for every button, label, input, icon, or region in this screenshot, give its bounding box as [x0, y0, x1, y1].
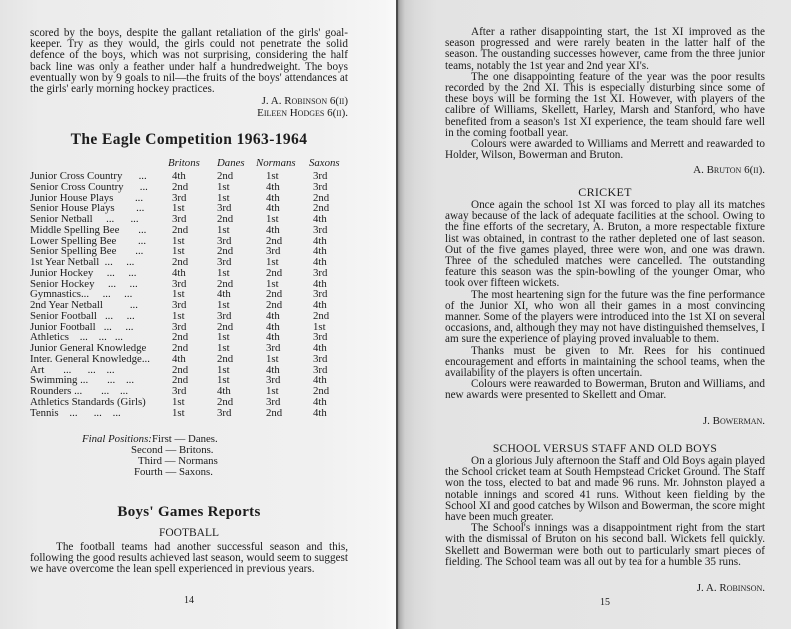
result-saxons: 4th — [313, 342, 327, 354]
result-normans: 3rd — [266, 342, 281, 354]
result-normans: 3rd — [266, 395, 281, 408]
result-danes: 4th — [217, 385, 231, 397]
result-britons: 3rd — [172, 299, 187, 311]
football-paragraph-3: Colours were awarded to Williams and Merrett and reawarded to Holder, Wilson, Bowerman and Bruton. — [445, 138, 765, 162]
signature-robinson: J. A. Robinson 6(ii) — [261, 95, 348, 108]
result-normans: 3rd — [266, 374, 281, 387]
result-danes: 1st — [217, 374, 230, 387]
event-name: Middle Spelling Bee ... — [30, 223, 147, 236]
result-saxons: 4th — [313, 406, 327, 419]
cricket-paragraph-4: Colours were reawarded to Bowerman, Bruton and Williams, and new awards were presented to Skellett and Omar. — [445, 378, 765, 402]
book-gutter — [396, 0, 398, 629]
signature-hodges: Eileen Hodges 6(ii). — [257, 106, 348, 119]
final-position-third: Third — Normans — [138, 455, 218, 467]
result-danes: 1st — [217, 363, 230, 376]
result-normans: 1st — [266, 385, 279, 397]
result-britons: 2nd — [172, 331, 189, 344]
event-name: Junior Cross Country ... — [30, 170, 147, 182]
staff-match-paragraph-2: The School's innings was a disappointment right from the start with the dismissal of Bruton on his second ball. Wickets fell quickly. Skellett and Bowerman were both out to particularly smart pieces of fielding. The School team was all out by tea for a humble 35 runs. — [445, 522, 765, 568]
football-paragraph: The football teams had another successful season and this, following the good results achieved last season, would seem to suggest we have overcome the lean spell experienced in previous years. — [30, 541, 348, 576]
result-britons: 2nd — [172, 223, 189, 236]
result-normans: 2nd — [266, 299, 283, 311]
result-normans: 1st — [266, 170, 279, 182]
house-name: Britons. — [179, 444, 214, 456]
result-britons: 3rd — [172, 385, 187, 397]
result-danes: 2nd — [217, 245, 234, 258]
staff-match-report — [445, 456, 765, 568]
result-saxons: 1st — [313, 320, 326, 333]
result-saxons: 4th — [313, 374, 327, 387]
result-britons: 3rd — [172, 213, 187, 225]
result-normans: 2nd — [266, 288, 283, 301]
result-normans: 1st — [266, 352, 279, 365]
place-label: First — [152, 433, 172, 445]
result-britons: 1st — [172, 288, 185, 301]
result-britons: 2nd — [172, 256, 189, 268]
column-header-saxons: Saxons — [309, 157, 340, 169]
cricket-paragraph-3: Thanks must be given to Mr. Rees for his continued encouragement and efforts in maintaining the school teams, when the availability of the players is often uncertain. — [445, 344, 765, 380]
signature-bruton: A. Bruton 6(ii). — [693, 164, 765, 176]
result-britons: 4th — [172, 352, 186, 365]
result-saxons: 4th — [313, 234, 327, 247]
event-name: Lower Spelling Bee ... — [30, 234, 147, 247]
house-name: Normans — [178, 455, 218, 467]
event-name: 2nd Year Netball ... — [30, 299, 138, 311]
result-danes: 1st — [217, 180, 230, 193]
event-name: Senior Cross Country ... — [30, 180, 148, 193]
result-danes: 2nd — [217, 170, 234, 182]
result-danes: 1st — [217, 223, 230, 236]
result-danes: 3rd — [217, 202, 232, 215]
football-paragraph-1: After a rather disappointing start, the 1st XI improved as the season progressed and were rarely beaten in the latter half of the season. The oustanding successes however, came from the three junior teams, notably the 1st year and 2nd year XI's. — [445, 26, 765, 72]
result-danes: 2nd — [217, 320, 234, 333]
result-saxons: 3rd — [313, 170, 328, 182]
result-normans: 1st — [266, 256, 279, 268]
result-saxons: 3rd — [313, 331, 328, 344]
result-saxons: 3rd — [313, 288, 328, 301]
column-header-britons: Britons — [168, 157, 200, 169]
result-saxons: 4th — [313, 245, 327, 258]
result-danes: 3rd — [217, 256, 232, 268]
column-header-normans: Normans — [256, 157, 296, 169]
result-normans: 4th — [266, 191, 280, 204]
result-saxons: 2nd — [313, 309, 330, 322]
event-name: Junior Football ... ... — [30, 320, 134, 333]
event-name: Athletics Standards (Girls) — [30, 395, 146, 408]
result-saxons: 3rd — [313, 223, 328, 236]
result-danes: 1st — [217, 299, 230, 311]
house-name: Danes. — [188, 433, 218, 445]
event-name: 1st Year Netball ... ... — [30, 256, 135, 268]
result-saxons: 4th — [313, 299, 327, 311]
result-britons: 1st — [172, 395, 185, 408]
result-normans: 2nd — [266, 234, 283, 247]
football-heading: FOOTBALL — [158, 527, 220, 539]
event-name: Junior General Knowledge — [30, 342, 147, 354]
result-danes: 3rd — [217, 406, 232, 419]
result-saxons: 2nd — [313, 385, 330, 397]
signature-bowerman: J. Bowerman. — [702, 415, 765, 427]
result-britons: 2nd — [172, 374, 189, 387]
event-name: Inter. General Knowledge... — [30, 352, 150, 365]
event-name: Athletics ... ... ... — [30, 331, 123, 344]
staff-match-heading: SCHOOL VERSUS STAFF AND OLD BOYS — [492, 442, 718, 455]
table-row — [30, 182, 360, 193]
result-britons: 2nd — [172, 363, 189, 376]
result-danes: 3rd — [217, 309, 232, 322]
result-britons: 1st — [172, 309, 185, 322]
result-normans: 2nd — [266, 266, 283, 279]
cricket-paragraph-1: Once again the school 1st XI was forced to play all its matches away because of the lack of adequate facilities at the school. Owing to the fine efforts of the secretary, A. Bruton, a more respectable fixture list was obtained, in contrast to the rather depleted one of last season. Out of the five games played, three were won, and one was drawn. Three of the scheduled matches were cancelled. The outstanding feature this season was the spin-bowling of the younger Omar, who took over fifteen wickets. — [445, 199, 765, 290]
result-danes: 1st — [217, 331, 230, 344]
result-normans: 4th — [266, 223, 280, 236]
intro-section — [30, 28, 348, 119]
event-name: Senior Spelling Bee ... — [30, 245, 144, 258]
result-saxons: 4th — [313, 256, 327, 268]
place-label: Third — [138, 455, 162, 467]
result-normans: 1st — [266, 213, 279, 225]
event-name: Senior House Plays ... — [30, 202, 145, 215]
result-normans: 4th — [266, 331, 280, 344]
final-positions-label: Final Positions: — [82, 433, 152, 445]
eagle-competition-table — [30, 157, 360, 418]
result-britons: 1st — [172, 234, 185, 247]
result-britons: 2nd — [172, 180, 189, 193]
table-row — [30, 311, 360, 322]
result-normans: 2nd — [266, 406, 283, 419]
result-normans: 4th — [266, 309, 280, 322]
result-britons: 1st — [172, 245, 185, 258]
cricket-heading: CRICKET — [578, 185, 632, 199]
event-name: Rounders ... ... ... — [30, 385, 129, 397]
event-name: Senior Football ... ... — [30, 309, 135, 322]
event-name: Senior Netball ... ... — [30, 213, 139, 225]
place-label: Second — [131, 444, 163, 456]
result-britons: 3rd — [172, 191, 187, 204]
boys-games-title: Boys' Games Reports — [117, 504, 261, 520]
cricket-paragraph-2: The most heartening sign for the future was the fine performance of the Junior XI, who won all their games in a most convincing manner. Some of the players were introduced into the 1st XI on several occasions, and, although they may not have distinguished themselves, I am sure the experience of playing proved invaluable to them. — [445, 288, 765, 346]
result-danes: 2nd — [217, 352, 234, 365]
result-danes: 1st — [217, 191, 230, 204]
result-saxons: 2nd — [313, 191, 330, 204]
result-normans: 4th — [266, 202, 280, 215]
result-britons: 3rd — [172, 277, 187, 290]
result-saxons: 3rd — [313, 180, 328, 193]
event-name: Senior Hockey ... ... — [30, 277, 138, 290]
result-britons: 3rd — [172, 320, 187, 333]
table-row — [30, 354, 360, 365]
result-danes: 3rd — [217, 234, 232, 247]
result-saxons: 3rd — [313, 363, 328, 376]
page-number: 14 — [184, 595, 194, 606]
eagle-competition-title: The Eagle Competition 1963-1964 — [70, 131, 308, 148]
staff-match-paragraph-1: On a glorious July afternoon the Staff and Old Boys again played the School cricket team at South Hempstead Cricket Ground. The Staff won the toss, elected to bat and made 96 runs. Mr. Johnston played a notable innings and scored 41 runs. Without keen fielding by the School XI and good catches by Wilson and Bowerman, the score might have been much greater. — [445, 455, 765, 524]
result-saxons: 3rd — [313, 266, 328, 279]
result-britons: 1st — [172, 202, 185, 215]
result-saxons: 4th — [313, 277, 327, 290]
page-number: 15 — [600, 597, 610, 608]
column-header-danes: Danes — [217, 157, 245, 169]
intro-paragraph: scored by the boys, despite the gallant retaliation of the girls' goal-keeper. Try as they would, the girls could not penetrate the solid defence of the boys, which was not surprising, considering the half back line was only a feather under half a hundredweight. The boys eventually won by 9 goals to nil—the fruits of the boys' attendances at the girls' early morning hockey practices. — [30, 27, 348, 96]
football-paragraph-2: The one disappointing feature of the year was the poor results recorded by the 2nd XI. This is especially disturbing since some of these boys will be forming the 1st XI. However, with players of the calibre of Williams, Skellett, Harley, Marsh and Stanford, who have benefited from a season's 1st XI experience, the team should fare well in the coming football year. — [445, 70, 765, 139]
result-saxons: 3rd — [313, 352, 328, 365]
table-row — [30, 225, 360, 236]
final-position-first: First — Danes. — [152, 433, 218, 445]
result-saxons: 4th — [313, 395, 327, 408]
result-britons: 2nd — [172, 342, 189, 354]
event-name: Art ... ... ... — [30, 363, 115, 376]
result-saxons: 2nd — [313, 202, 330, 215]
place-label: Fourth — [134, 466, 163, 478]
event-name: Gymnastics... ... ... — [30, 288, 133, 301]
final-position-fourth: Fourth — Saxons. — [134, 466, 213, 478]
result-danes: 1st — [217, 266, 230, 279]
event-name: Junior House Plays ... — [30, 191, 144, 204]
house-name: Saxons. — [179, 466, 213, 478]
result-normans: 4th — [266, 180, 280, 193]
event-name: Junior Hockey ... ... — [30, 266, 137, 279]
result-danes: 1st — [217, 342, 230, 354]
table-header — [30, 157, 360, 171]
result-normans: 4th — [266, 363, 280, 376]
table-row — [30, 268, 360, 279]
result-danes: 2nd — [217, 395, 234, 408]
result-saxons: 4th — [313, 213, 327, 225]
result-danes: 2nd — [217, 277, 234, 290]
result-normans: 1st — [266, 277, 279, 290]
table-body — [30, 171, 360, 418]
cricket-report — [445, 200, 765, 402]
result-normans: 3rd — [266, 245, 281, 258]
result-britons: 1st — [172, 406, 185, 419]
table-row — [30, 408, 360, 419]
signature-robinson-2: J. A. Robinson. — [696, 582, 765, 594]
event-name: Tennis ... ... ... — [30, 406, 121, 419]
event-name: Swimming ... ... ... — [30, 374, 135, 387]
football-report-continued — [445, 27, 765, 161]
result-britons: 4th — [172, 170, 186, 182]
result-danes: 4th — [217, 288, 231, 301]
final-position-second: Second — Britons. — [131, 444, 214, 456]
result-danes: 2nd — [217, 213, 234, 225]
result-normans: 4th — [266, 320, 280, 333]
result-britons: 4th — [172, 266, 186, 279]
table-row — [30, 397, 360, 408]
